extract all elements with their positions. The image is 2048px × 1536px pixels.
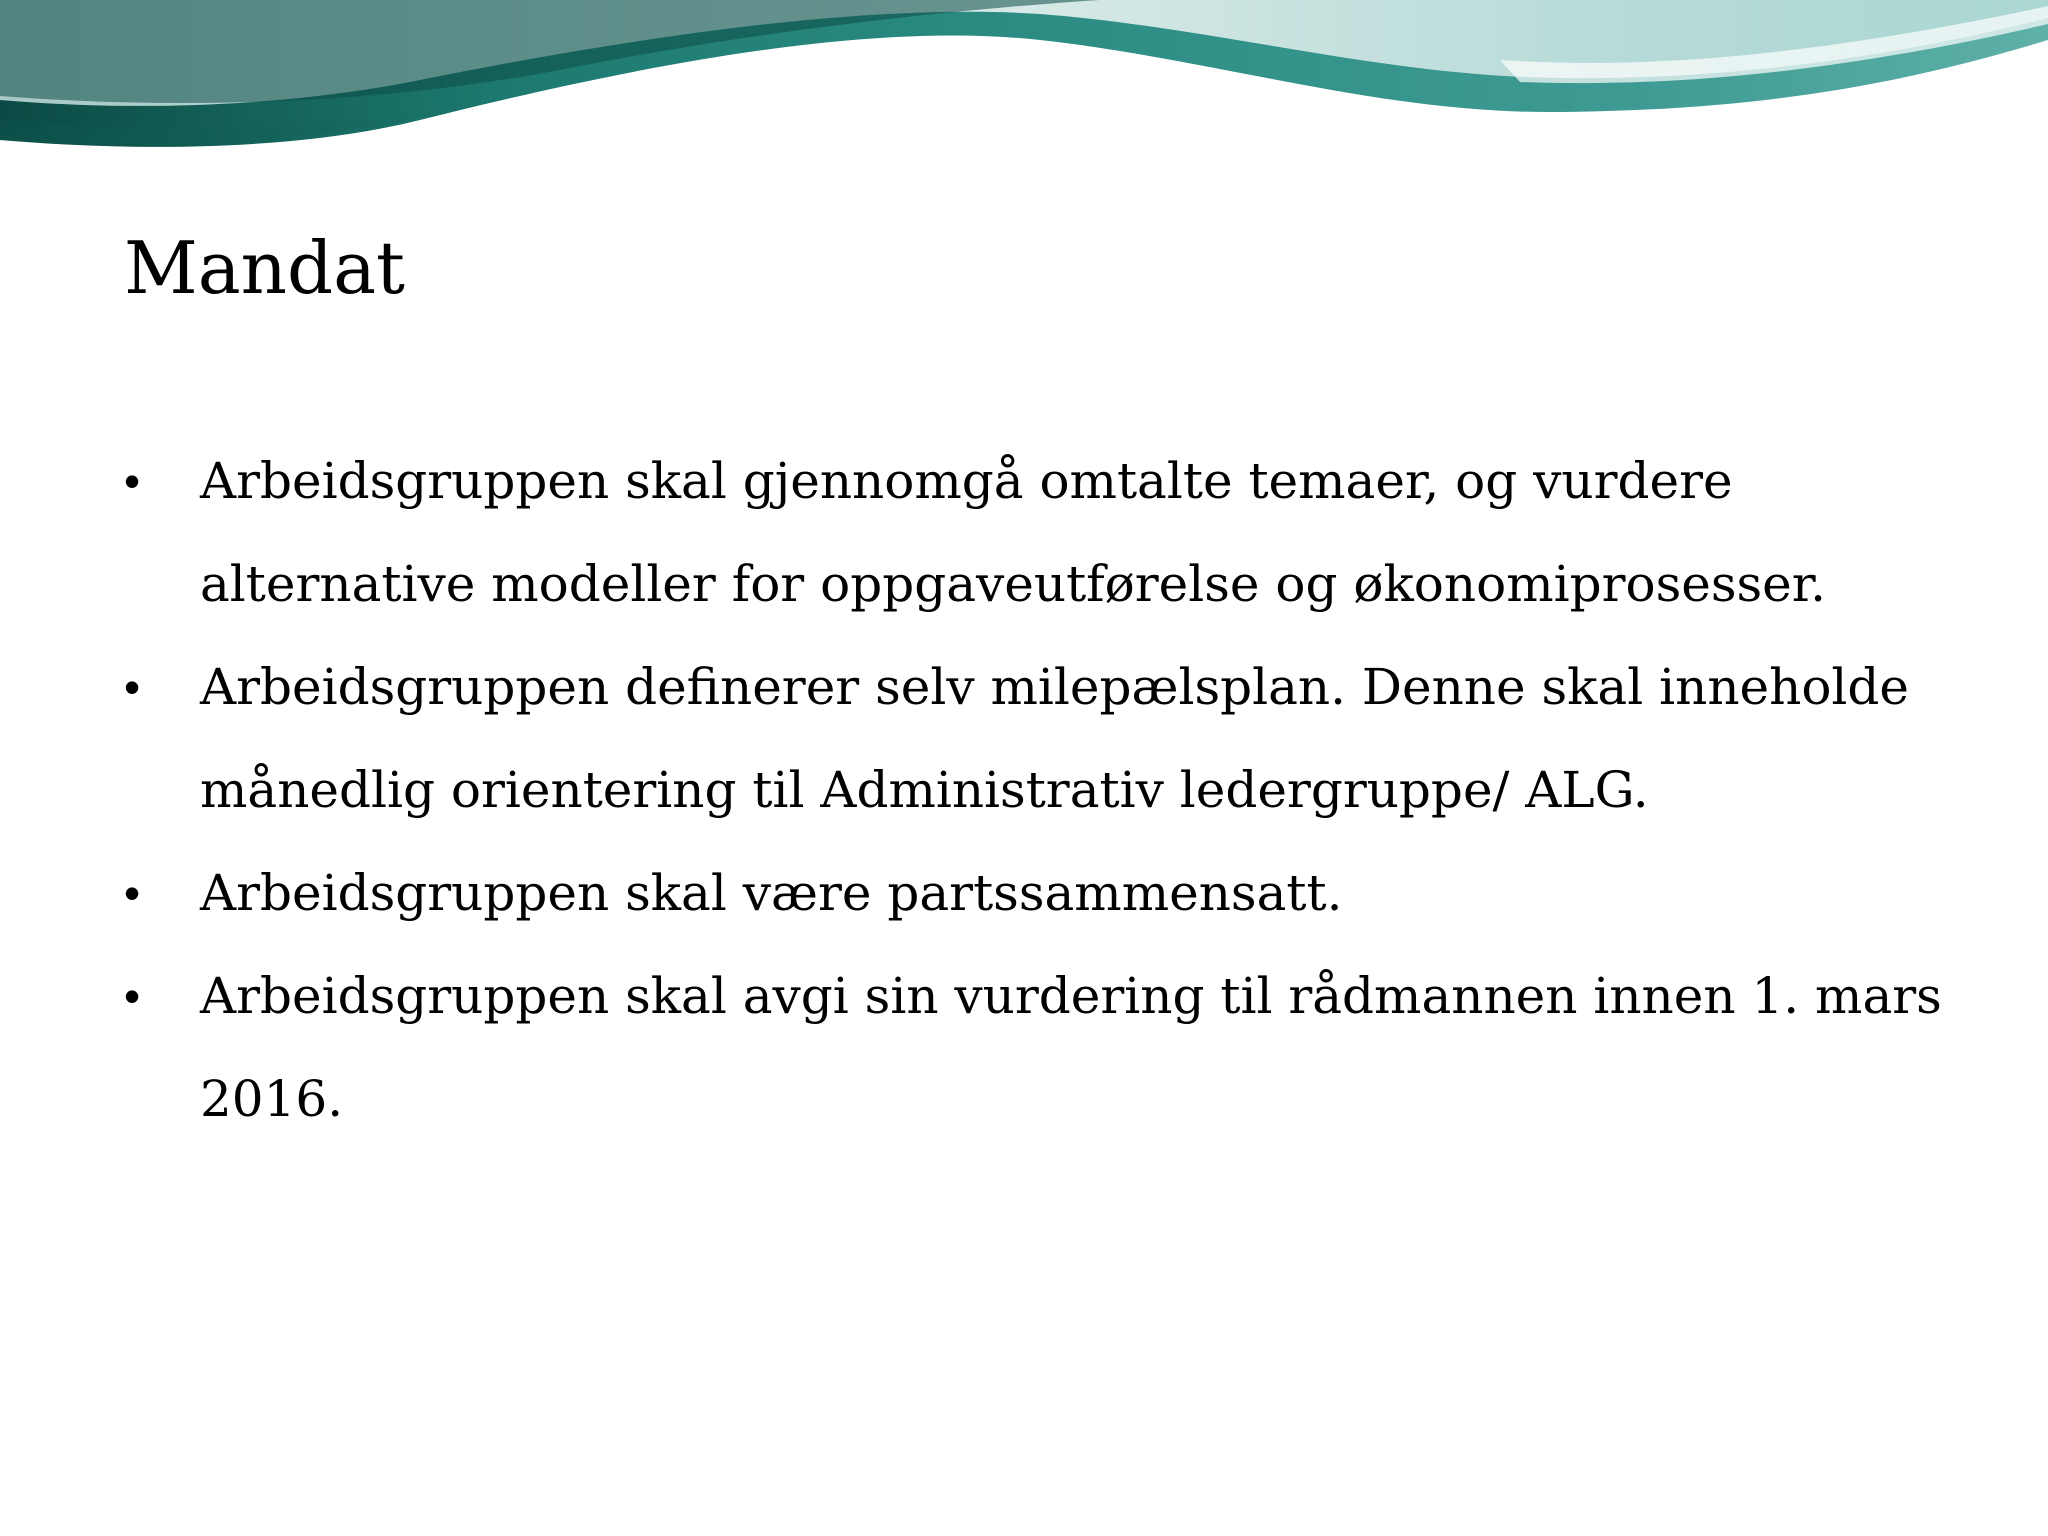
bullet-text: Arbeidsgruppen skal gjennomgå omtalte temaer, og vurdere alternative modeller for oppgaveutførelse og økonomiprosesser. [200,452,1827,613]
bullet-item [124,842,1964,945]
bullet-item [124,430,1964,636]
bullet-item [124,945,1964,1151]
header-wave-graphic [0,0,2048,160]
bullet-icon: • [124,455,141,507]
bullet-icon: • [124,970,141,1022]
bullet-text: Arbeidsgruppen skal avgi sin vurdering til rådmannen innen 1. mars 2016. [200,967,1942,1128]
bullet-text: Arbeidsgruppen skal være partssammensatt. [200,864,1343,922]
bullet-list [124,430,1964,1151]
slide-title: Mandat [124,226,405,310]
bullet-icon: • [124,661,141,713]
bullet-icon: • [124,867,141,919]
bullet-text: Arbeidsgruppen definerer selv milepælsplan. Denne skal inneholde månedlig orientering til Administrativ ledergruppe/ ALG. [200,658,1910,819]
bullet-item [124,636,1964,842]
